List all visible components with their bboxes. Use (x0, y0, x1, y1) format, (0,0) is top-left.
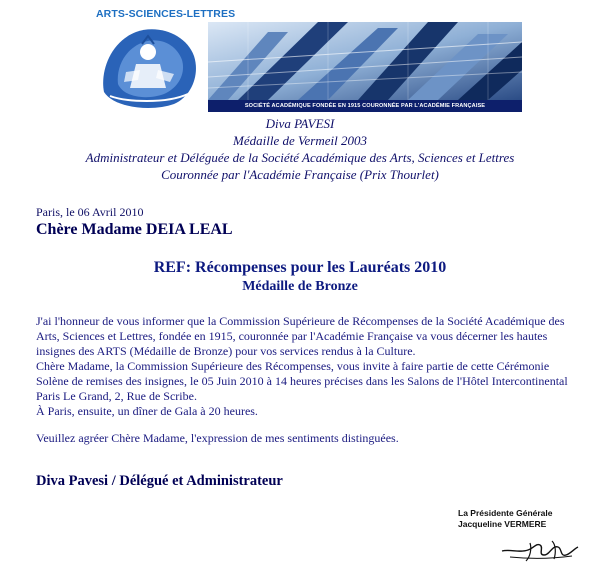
closing-paragraph: Veuillez agréer Chère Madame, l'expression de mes sentiments distinguées. (36, 431, 399, 445)
president-name: Jacqueline VERMERE (458, 519, 547, 529)
handwritten-signature (500, 535, 580, 563)
salutation: Chère Madame DEIA LEAL (36, 221, 233, 238)
sender-award: Couronnée par l'Académie Française (Prix Thourlet) (161, 167, 439, 182)
body-paragraph: Chère Madame, la Commission Supérieure des Récompenses, vous invite à faire partie de cette Cérémonie Solène de remises des insignes, le 05 Juin 2010 à 14 heures précises dans les Salons de l'Hôtel Intercontinental Paris Le Grand, 2, Rue de Scribe. (36, 359, 568, 403)
signoff: Diva Pavesi / Délégué et Administrateur (36, 473, 283, 489)
body-paragraph: À Paris, ensuite, un dîner de Gala à 20 heures. (36, 404, 258, 418)
president-title: La Présidente Générale (458, 508, 553, 518)
sender-block (0, 115, 600, 183)
body-paragraph: J'ai l'honneur de vous informer que la Commission Supérieure de Récompenses de la Société Académique des Arts, Sciences et Lettres, fondée en 1915, couronnée par l'Académie Française va vous décerner les hautes insignes des ARTS (Médaille de Bronze) pour vos services rendus à la Culture. (36, 314, 565, 358)
academy-seal-logo (96, 22, 200, 108)
letter-body (36, 314, 576, 446)
letterhead (0, 0, 600, 112)
sender-medal: Médaille de Vermeil 2003 (233, 133, 367, 148)
president-block (458, 508, 553, 530)
banner-caption: SOCIÉTÉ ACADÉMIQUE FONDÉE EN 1915 COURONNÉE PAR L'ACADÉMIE FRANÇAISE (208, 100, 522, 112)
sender-role: Administrateur et Déléguée de la Société Académique des Arts, Sciences et Lettres (85, 150, 515, 165)
sender-name: Diva PAVESI (265, 116, 335, 131)
organization-name: ARTS-SCIENCES-LETTRES (96, 8, 236, 20)
architecture-banner-image (208, 22, 522, 100)
reference-subtitle: Médaille de Bronze (242, 279, 358, 294)
reference-title: REF: Récompenses pour les Lauréats 2010 (153, 259, 447, 276)
letter-date: Paris, le 06 Avril 2010 (36, 205, 144, 219)
